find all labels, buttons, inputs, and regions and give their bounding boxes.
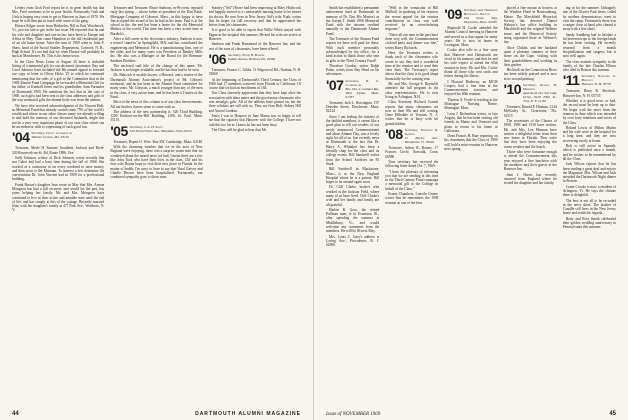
paragraph: Our Class sincerely appreciates that they have kept alive the association with alma mater and the good many classmates who sent nostalgic gifts. All of the athletes have passed on, but the three scholars are still with us. They are Ivan Holt, Sidney Hill and Anton Goodian. <box>208 91 301 113</box>
page-number: 45 <box>609 411 616 417</box>
secretary-address: 15 Burley Ave., Montpelier, Vt. 05602 <box>404 136 439 145</box>
paragraph: Smith has established a permanent endowment fund at Dartmouth in memory of Dr. Tim, His Master's as the Joseph T. Smith 1906 Memorial Fund with the income credited annually to the Dartmouth Alumni Fund. <box>326 6 380 36</box>
secretary-role: Secretary, <box>228 52 242 57</box>
paragraph: I Howard Bodeway, an MCM Cooper, had a fine time at the Commencement exercises and enjoyed his 60th reunion. <box>444 79 498 97</box>
secretary-block <box>581 74 616 86</box>
secretary-name: Carl H. Sweet <box>144 124 163 129</box>
paragraph: Roland Lewis of Milton Martin and his wife were in the hospital for a long time, and they are now recovering nicely at home. <box>562 125 617 143</box>
paragraph: It is good to be able to report that Willie White stayed with Fagan in the hospital this summer. He and his wife are active at Hanover. <box>208 28 301 42</box>
secretary-address: Webster Groves, Mo. 63119 <box>31 135 69 140</box>
paragraph: The class extends sympathy to the family of the late Charles Ellison who died in Boston this summer. <box>562 59 617 73</box>
paragraph: Cooke also tells us a fine story that Hanover and Dartmouth are vivid in his memory and that he and his wife expect to attend the 60th reunion in June. Mr. and Mrs. Cooke thank all those who sent cards and letters during his illness. <box>444 48 498 79</box>
paragraph: Here, the Treasurer wishes to thank each of the classmates who wrote to say they had a wonderful time at the reunion and to send their class dues. The Treasurer's report shows that the class is in good shape financially for the coming year. <box>385 50 439 81</box>
class-year: '04 <box>12 129 30 146</box>
paragraph: We have also received acknowledgment of the Vincent Holt, as Memorial Fund that already carried some 75% of the world's wealth and where in our other classes many are already willing to and hold the memory of our deceased husbands, might this not be a very very important phase of our own class which can be an endeavor with a cooperating of such good fun. <box>12 103 105 130</box>
paragraph: The address of the new partnership is: 520 Third Building, 1200 Endicott-on-the-Hill Building, 1200, St. Paul, Minn. 55101. <box>110 109 203 123</box>
paragraph: Theodore Gordon, writer Ralph Paine, writes from Bay Head on his adventures. <box>326 63 380 77</box>
paragraph: Whether it is good news or bad, the record must be kept up to date. We begin with the news from the reunion in June which was attended by over forty members and wives of the Class. <box>562 99 617 125</box>
paragraph: The Class will be glad to hear that Mr. <box>211 127 267 132</box>
secretary-block <box>523 83 557 103</box>
class-year: '11 <box>562 72 580 89</box>
paragraph: The best is not all to be recorded in the news sheet. The brother of Camille still lives in the New Jersey home and sends his regards. <box>562 198 617 216</box>
secretary-role: Secretary and Treasurer, <box>463 8 498 12</box>
paragraph: After a full career in the electronics industry, Sanborn is now a retired 'stand-in' in Springfield, MA, and has contributed the engineering and Memorial. He is a manufacturing firm, one of the older, and for many years was President of Bentley Mills Inc. He also was a Manager of the Board for the Brennan-Sanborn Brothers. <box>110 37 203 63</box>
secretary-role: Secretary, <box>581 74 595 79</box>
secretary-block <box>228 53 275 61</box>
class-entry-1905 <box>110 122 202 139</box>
left-column-1 <box>12 6 104 406</box>
paragraph: Leon J. Richardson writes, in late August, that he has been visiting old friends in Maine and Vermont and plans to return to his home in California. <box>444 111 498 133</box>
magazine-title: DARTMOUTH ALUMNI MAGAZINE <box>195 411 301 417</box>
class-year: '07 <box>326 76 344 93</box>
paragraph: Rolt is still active in Spanish, which is published once a month, and he wishes to be remembered by all the Class. <box>562 144 617 161</box>
class-entry-1909 <box>444 8 497 24</box>
paragraph: Your secretary has received the following letter dated Oct. 7, 1969: <box>385 159 439 169</box>
secretary-role: Secretary, <box>345 78 359 83</box>
secretary-role: Secretary, <box>129 124 144 129</box>
right-page-columns <box>326 6 616 406</box>
secretary-block <box>31 131 71 139</box>
secretary-name: Bertrand C. Preston <box>463 12 490 16</box>
class-year: '05 <box>110 122 128 139</box>
left-column-3 <box>209 6 301 406</box>
paragraph: "I have the pleasure of informing you that we are sending at this time in the Third Century Fund campaign a memorial gift to the College on behalf of the Class." <box>385 169 439 191</box>
paragraph: Treasurer, Harry R. Sherlock. Hanover Inn, N. H. 03755 <box>562 89 617 98</box>
class-entry-1908 <box>385 128 438 144</box>
class-entry-1904 <box>12 131 104 144</box>
paragraph: Betty and Ross Smith celebrated their golden wedding anniversary in Pennsylvania this summer. <box>562 216 617 230</box>
paragraph: Treasurer, Harold P. Hinman. 2144 McKinley St., Clearwater, Fla. 33515 <box>503 105 557 118</box>
left-footer <box>12 411 301 417</box>
class-year: '09 <box>444 6 462 22</box>
issue-date: Issue of NOVEMBER 1969 <box>326 412 381 417</box>
secretary-block <box>464 8 498 24</box>
class-entry-1907 <box>326 76 380 99</box>
paragraph: placed a fine mount as hostess at the Windsor Hotel in Harrisonburg, Maine. The Marshfield Historical Society has devoted Daniel Webster's law office building in Marshfield and the original Webster home, and the Historical Society being organized there in Webster's day. <box>503 6 557 45</box>
paragraph: Treasurer, Arthur R. Barnes. 17 Frances Circle, Norwalk, Conn. 06580 <box>385 146 439 159</box>
paragraph: The enclosed said title of the change of this name. Mr. Jackson is no longer available, and he has thus had to be seen. <box>110 63 203 73</box>
paragraph: Since I was in Hanover in June Mama was so happy to tell me that the capacity that Hanover with the College. I have not said this too far as I know he has not been busy. <box>208 113 301 127</box>
paragraph: Treasurer, Rupert O. Wire. Box 5W, Cambridge, Mass. 02140 <box>113 139 203 144</box>
right-column-1 <box>326 6 379 406</box>
secretary-name: John C. Chamberlain <box>45 131 72 136</box>
paragraph: "Since all our men in the past have done very well, the Commencement cocktail party and dinner was fine," writes Harry Richards. <box>385 32 439 50</box>
paragraph: Frank Brown's daughter Jean wrote in May that Mrs. Armon Mongeon has had a full recovery and would for the past few years helping her family. Mr. and Mrs. Mongeon have continued to live in their active and amiable state until the end of life, and has simply at this of the cottage. Recently married Jean, with her daughter's family at 477 Park Ave., Westboro, N. Y. <box>12 182 105 213</box>
secretary-name: Frederick R. Swensen <box>404 128 439 137</box>
class-year: '10 <box>503 81 522 98</box>
right-column-2 <box>385 6 438 406</box>
paragraph: Sanborn and Frank Hammond of the Hanover Inn, and the rest of the sons of classmates, have been offered. <box>208 42 301 51</box>
class-entry-1910 <box>504 83 557 103</box>
secretary-role: Secretary, <box>404 128 419 133</box>
paragraph: Stanley ("Sid") Rowe had been improving at Mary Hitchcock and happily moved to a comfortable nursing home to be nearer his doctor. He now lives in New Jersey. Sid's wife, Ruth, writes that he hopes for full recovery and that he appreciated the letters from his classmates. <box>208 6 301 28</box>
left-column-2 <box>110 6 202 406</box>
paragraph: Those who were fortunate enough to attend the Commencement this year enjoyed a fine luncheon with the members and their guests at the Hanover Inn. <box>503 150 557 172</box>
paragraph: Letters from Gish Ford report he is in great health but that Mrs. Ford continues to be in poor health. Fortunately Gish and Gish is hoping very soon to get to Hanover in June of 1970. We hope he will then put in touch with some of the gang. <box>12 6 105 23</box>
right-footer <box>326 411 616 417</box>
right-column-5 <box>563 6 616 406</box>
secretary-name: Russell H. Meredith <box>523 83 557 92</box>
paragraph: ing in for the summer. Unhappily one of the Glacier Park bears, called by modern demonstrators, went to visit the camp. Fortunately there was a ranger close at hand who chased it away with a few shots. <box>562 6 617 32</box>
secretary-name: R. C. Chamberlain <box>345 78 380 87</box>
paragraph: Bill Sandwell in Blackstone, Mass., is at the New England Hospital where he is a patient. Bill hopes to be around again soon. <box>326 167 380 185</box>
paragraph: Most of the news of this column is of our class bereavements. All our brother classes seem to come with us. <box>110 100 203 109</box>
paragraph: Sandy Sandberg had to hesitate a bit between trips to the foreign lands he has been visiting. He recently returned from a month hospitalization and surgery, but is now well again. <box>562 32 617 59</box>
paragraph: Dr. Cliff Clarke, brother who worked at the Jackson Field, where many of us have lived. Cliff Clarke's wife and her family and family are all grateful. <box>326 185 380 207</box>
paragraph: With the charming weather that we in the area of New England were enjoying, there was a surprise warm note that we wondered about the mixed news we had; I mean there are a few like John Tuck who have their lives in the class. Clif and his first wife Donna hope to visit their new place in Florida. In the matter of health, I'm sorry to have to say that Vinal Garvey and Charlie Brown have been hospitalized. Fortunately, our combined sympathy goes to those men. <box>110 145 203 180</box>
paragraph: His book on the Connecticut River has been widely praised and is now in its second printing. <box>503 68 557 81</box>
paragraph: Harlan R. Goss, the retired Pullman man, is in Evanston, Ill., after spending the summer at Middlebury, Vt., and would welcome any comments from the members. He will be 86 next May. <box>326 207 380 234</box>
secretary-name: Edwin B. Boshum <box>242 52 265 57</box>
secretary-block <box>345 79 379 99</box>
paragraph: Sally Johnson, widow of Dick Johnson, wrote recently that son Cabot and had a busy time during the fall of 1968. She worked as a contractor in art every weekend to raise money, and then went to the Museum. To interest a few determine the conversation Dr. John Vincent had in 1909 for a professional building. <box>12 155 105 182</box>
secretary-address: Old Stone Way, Weymouth, Mass. 02189 <box>463 16 498 24</box>
paragraph: Sam J. Harris has recently returned from England where he visited his daughter and her family. <box>503 172 557 186</box>
paragraph: Mr. and Mrs. George S. Reynolds attended the full program as the class representatives. He is now living in Arlington, N.H. <box>385 82 439 99</box>
paragraph: Class Secretary Richard Conrad reports that many classmates are now in their 80s and still writing. Gene Hillsdale of Trenton, N. J., writes that he is busy with his grandchildren. <box>385 100 439 126</box>
paragraph: Treasurer and Treasurer. Bruce Sanborn, ex-Pro tem, reported early last spring ... whose father as president of the Dart Bank. Mortgage Company of Cohasset, Mass., in this happy to have Jim accepted the award of his be had as his team. Paul is at the school in the. the end has been a home for the old Memorial Mother of the world. This time has been a very active time at Burdick's. <box>110 6 203 36</box>
paragraph: Since I am feeling the interest of the faithful members, it seems like a good plan to tell our readers of our newly announced Commencement and about Alumni Day, was a lovely sight for all of us. Just recently news at Dartmouth is the fact that Dr. Harry A. Whitaker has been a friendly chap for the class and its college events. Bill Sandwell writes from the School Archives on 81 Stark. <box>326 114 380 166</box>
secretary-name: Nathaniel G. Burleigh <box>581 74 617 83</box>
right-column-3 <box>444 6 497 406</box>
secretary-block <box>405 128 439 144</box>
secretary-block <box>130 125 192 133</box>
paragraph: Alice Chiklas and her husband spent a pleasant summer at their home on the Cape, visiting with their grandchildren and working in their garden. <box>503 45 557 67</box>
paragraph: Treasurer, Francis C. Gibbs. 11 Edgewood Rd., Nashua, N. H. 03060 <box>208 67 301 77</box>
paragraph: Thomas A. Forde is residing at the Montague Nursing Home, Montague, Mass. <box>444 97 498 111</box>
class-year: '08 <box>385 126 403 143</box>
paragraph: Treasurer, Jack L. Hoisington. 197 Dresden Street, Dorchester, Mass. 02124 <box>326 100 380 114</box>
paragraph: Treasurer, Merle H. Sumner. Southern, Jackson and River. 320 Roosevelt-on-St. Rd, Route 1896, Ore. <box>12 146 105 155</box>
paragraph: Mrs. Louis C. Gary's address is Loring Ave., Providence, R. I. 02906. <box>326 234 380 248</box>
paragraph: "Well in the vernacular of Bill Mulhall, in speaking of his reunion, the recent appeal for the reunion contributions in class was well received by an overwhelming response." <box>385 6 439 32</box>
paragraph: Dean Francis H. Burr reporting on his classmates that the Class of 1909 will hold a mini-reunion in Hanover next spring. <box>444 134 498 152</box>
paragraph: Reginald H. Cooke attended the Alumni Council meeting in Hanover and served as a class agent for many years. He is now at home in Lexington, Mass. <box>444 26 498 48</box>
secretary-address: Apartment 2D, Sun Lake Drive, 8100 Fifth St., Troy, N. Y. 12181 <box>523 91 557 104</box>
paragraph: The Treasurer of the Alumni Fund reports we have well paid for these. With each member personally acknowledged by the office, for a kind action to thank those who sent in gifts to the Third Century Fund? <box>326 37 380 63</box>
right-column-4 <box>504 6 557 406</box>
class-entry-1906 <box>208 50 301 67</box>
paragraph: Ernest Chambers, Lincoln Center, writes that he remembers the 1908 reunion as one of the best. <box>385 191 439 205</box>
paragraph: Jack Wilson reports that he has been reading a great deal and enjoys the Magazine. Mrs. Wilson and Jack attended the Dartmouth Night dinner in Boston. <box>562 162 617 184</box>
paragraph: Mr. Babcock is an able lawyer, a Harvard, and a trustee of the Dartmouth Alumni Association's project of Mr. Gibson's memorial, and he has been in the Alumni Fund committee for many years. Mr. Grayson, a much younger than any of the men in the class, a very active man, and he has been a Trustee of the Fund. <box>110 73 203 99</box>
paragraph: In the Class News Letter of August 16 there is included listing of a memorial gift for our deceased classmates. Ray and Carol Johnson have included the 8th annual appeal to forward our copy of letter to Oliver Hicks '25 to which he continued mentioning that the rules of a gift to the Committee that in the 1969 Alumni Fund Campaign he forwarded a Memorial Gift for his father of Kimball Jones and his grandfather, Sam Parmalee of Dartmouth 1905. He mentions the fact that in the case of 1969, such gifts had been sent to the class addresses and gifts of the way memorial gifts the alumni body was from the admins. <box>12 59 105 103</box>
left-page-columns <box>12 6 301 406</box>
right-page <box>314 0 628 420</box>
paragraph: Crane Crooks is now a resident of Arlington, Vt. He says the climate there is delightful. <box>562 184 617 198</box>
paragraph: Horace Kilger wrote from Harkerley, Bill in East Woodstock, Vt., just too late to get in the last issue. He reported that he and his wife and daughter and son-in-law have been to Europe and Africa in May. Then came Hamilton to the old residential part of an old home home. After the turn of 1969 went to John F. Shaw, head of the Social Studies Department, Concord, N. H., High School. It's too bad that we often Horace will probably be back at Manchester, Pa. This is his home town. <box>12 24 105 59</box>
secretary-address: 510 North Fuller Ave., Hamilton, Ohio 45013 <box>129 128 192 133</box>
secretary-role: Secretary, <box>31 131 45 136</box>
paragraph: The secretaries of the Classes of 1908, 1909 and 1910 have written. Mr. and Mrs. Lee Hinman have written a delightful letter from their new home in Florida. They write that they have been enjoying the warm weather and the beach. <box>503 118 557 149</box>
secretary-address: Hanover, N. H. 03755 <box>581 82 612 87</box>
secretary-address: Indian Avenue, Bratton, Pa. 19066 <box>228 56 276 61</box>
page-number: 44 <box>12 411 19 417</box>
paragraph: At the beginning of Dartmouth's Third Century, the Class of 1906 had 17 members scattered from Florida to California. Of course that we had an enrollment of 184. <box>208 77 301 91</box>
secretary-address: Box 162, 4 Graham Rd., West Upton, Mass. 01587 <box>345 86 380 99</box>
class-entry-1911 <box>563 74 616 87</box>
secretary-role: Secretary, <box>523 83 537 88</box>
class-year: '06 <box>208 50 227 67</box>
